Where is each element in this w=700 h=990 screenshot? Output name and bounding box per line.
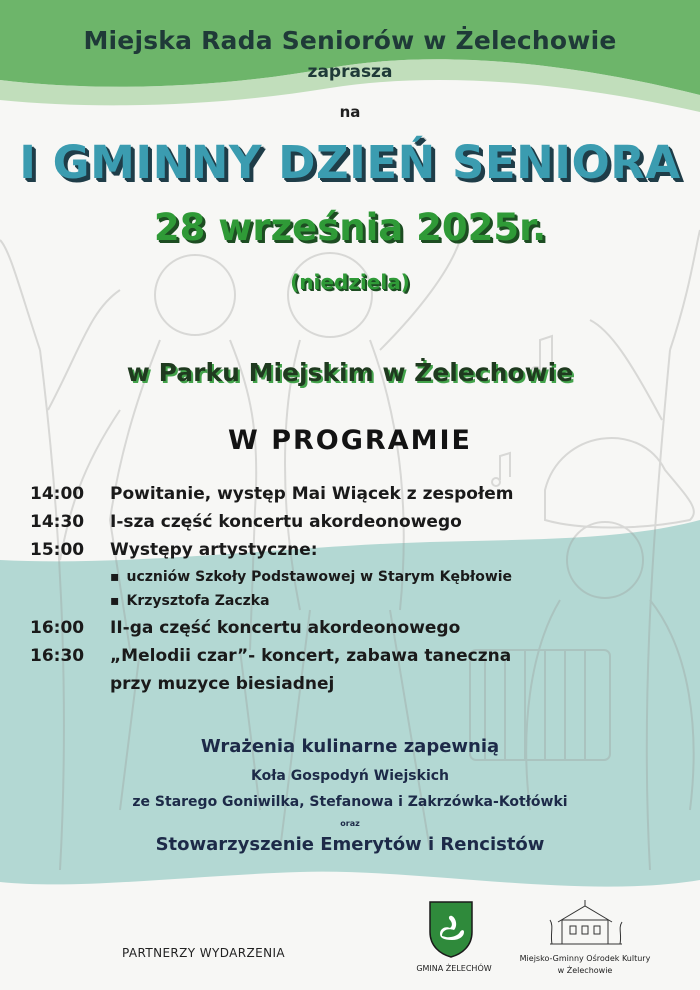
schedule-row [30,512,462,532]
schedule-sub-item: ▪ Krzysztofa Zaczka [110,593,270,609]
organizer-title: Miejska Rada Seniorów w Żelechowie [83,26,617,55]
mgok-caption: w Żelechowie [557,966,613,975]
program-heading: W PROGRAMIE [228,425,472,456]
culinary-line: Koła Gospodyń Wiejskich [250,768,450,784]
schedule-text: Występy artystyczne: [110,540,318,560]
schedule-row [30,618,460,638]
on-text: na [339,103,361,121]
schedule-time: 16:00 [30,618,85,638]
mgok-caption: Miejsko-Gminny Ośrodek Kultury [519,954,651,963]
event-date: 28 września 2025r. [153,206,547,249]
schedule-text: Powitanie, występ Mai Wiącek z zespołem [110,484,514,504]
schedule-text: „Melodii czar”- koncert, zabawa taneczna [110,646,512,666]
schedule-row [30,540,318,560]
schedule-row [30,484,514,504]
invites-text: zaprasza [307,62,393,82]
schedule-continuation: przy muzyce biesiadnej [110,674,335,694]
culinary-association: Stowarzyszenie Emerytów i Rencistów [155,834,545,855]
culinary-line: ze Starego Goniwilka, Stefanowa i Zakrzówka-Kotłówki [132,794,568,810]
event-place: w Parku Miejskim w Żelechowie [126,358,574,387]
schedule-text: II-ga część koncertu akordeonowego [110,618,461,638]
event-title: I GMINNY DZIEŃ SENIORA [19,136,681,189]
schedule-time: 15:00 [30,540,85,560]
culinary-heading: Wrażenia kulinarne zapewnią [200,736,500,757]
swan-coat-of-arms-icon [428,900,474,958]
schedule-text: I-sza część koncertu akordeonowego [110,512,462,532]
gmina-caption: GMINA ŻELECHÓW [416,964,492,973]
schedule-row [30,646,511,666]
event-weekday: (niedziela) [290,270,410,294]
schedule-time: 16:30 [30,646,85,666]
partners-label: PARTNERZY WYDARZENIA [122,946,286,960]
culinary-and: oraz [340,819,360,828]
building-sketch-icon [540,900,630,948]
schedule-time: 14:30 [30,512,85,532]
schedule-sub-item: ▪ uczniów Szkoły Podstawowej w Starym Kębłowie [110,569,512,585]
schedule-time: 14:00 [30,484,85,504]
